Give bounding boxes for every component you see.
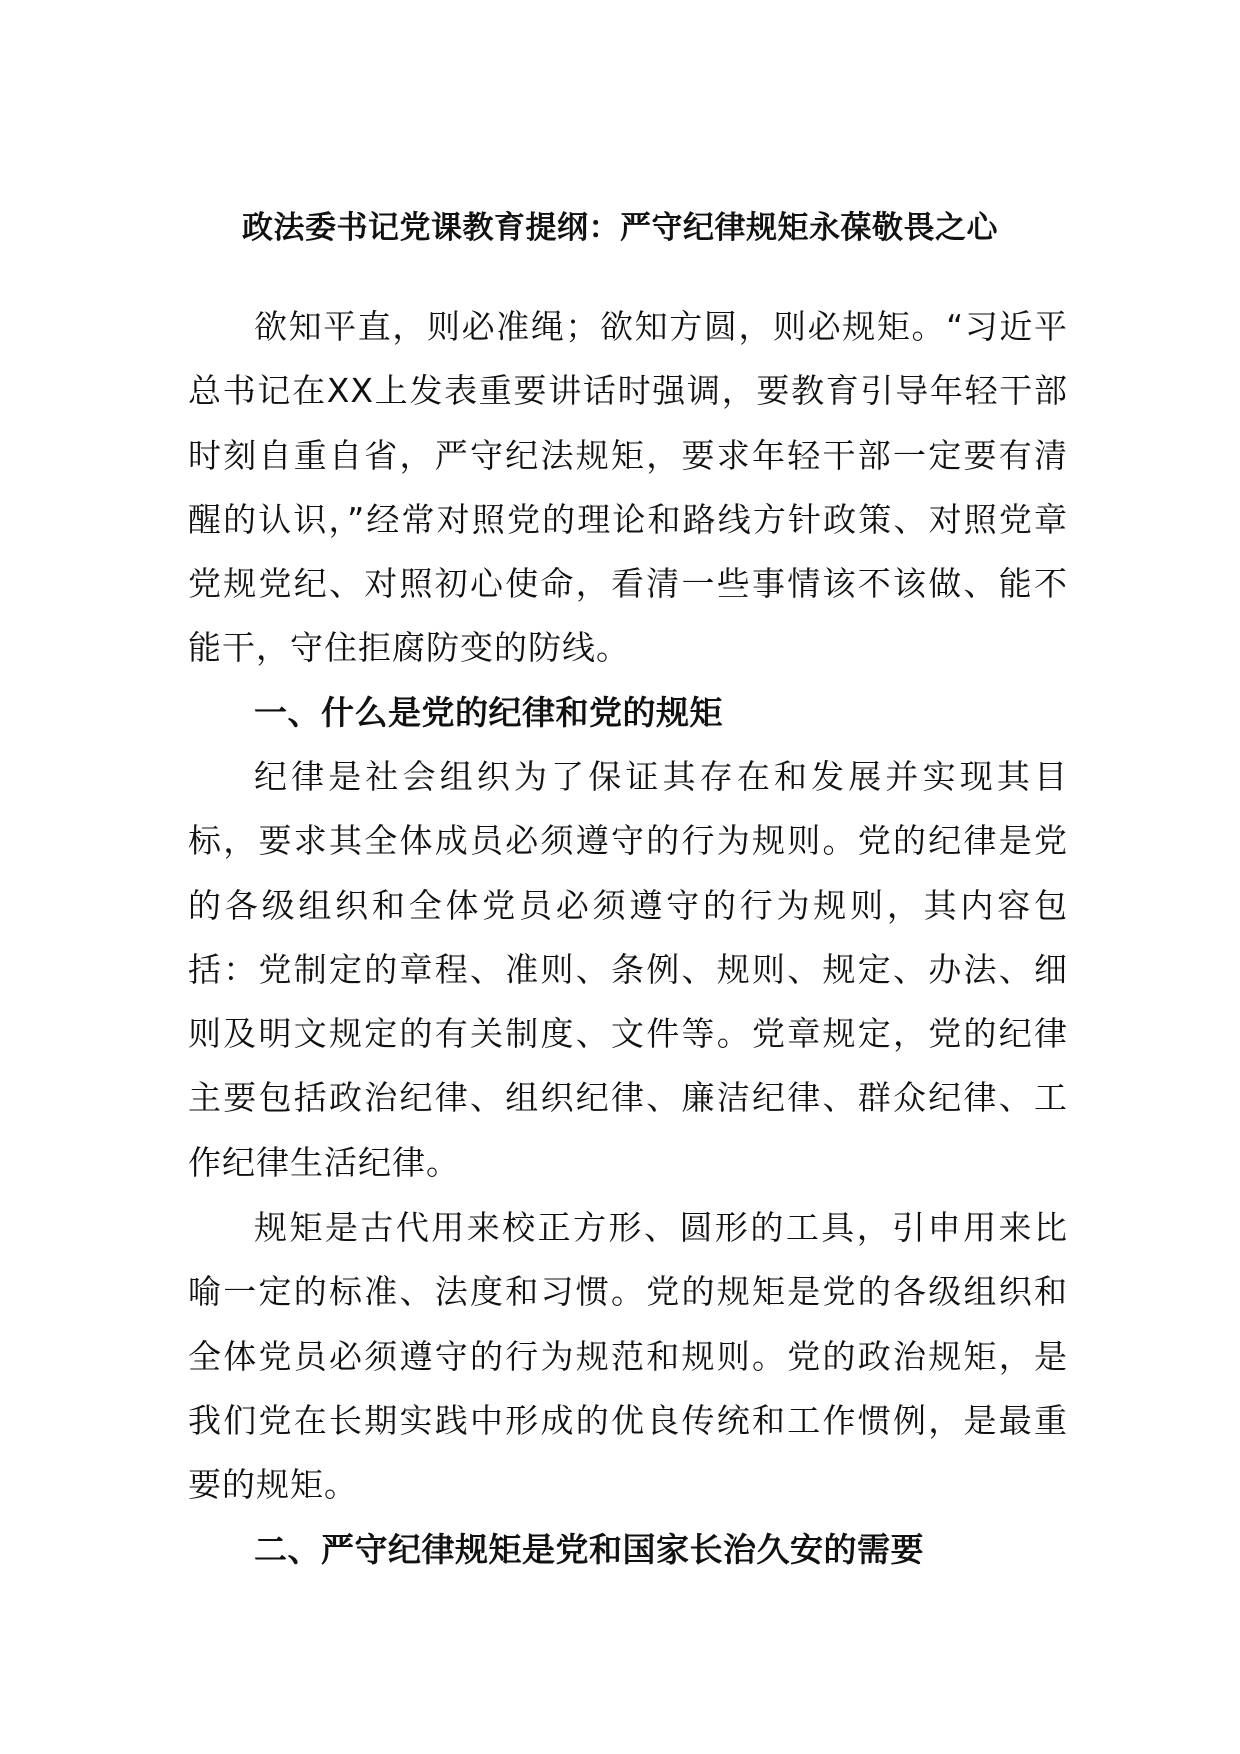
- section-heading-1: 一、什么是党的纪律和党的规矩: [254, 693, 723, 732]
- rules-definition-paragraph: 规矩是古代用来校正方形、圆形的工具，引申用来比喻一定的标准、法度和习惯。党的规矩是党的各级组织和全体党员必须遵守的行为规范和规则。党的政治规矩，是我们党在长期实践中形成的优良传统和工作惯例，是最重要的规矩。: [188, 1208, 1068, 1505]
- section-heading-2: 二、严守纪律规矩是党和国家长治久安的需要: [254, 1530, 924, 1569]
- discipline-definition-paragraph: 纪律是社会组织为了保证其存在和发展并实现其目标，要求其全体成员必须遵守的行为规则。党的纪律是党的各级组织和全体党员必须遵守的行为规则，其内容包括：党制定的章程、准则、条例、规则、规定、办法、细则及明文规定的有关制度、文件等。党章规定，党的纪律主要包括政治纪律、组织纪律、廉洁纪律、群众纪律、工作纪律生活纪律。: [188, 757, 1068, 1182]
- document-title: 政法委书记党课教育提纲：严守纪律规矩永葆敬畏之心: [242, 210, 998, 246]
- intro-paragraph: 欲知平直，则必准绳；欲知方圆，则必规矩。“习近平总书记在XX上发表重要讲话时强调，要教育引导年轻干部时刻自重自省，严守纪法规矩，要求年轻干部一定要有清醒的认识，”经常对照党的理论和路线方针政策、对照党章党规党纪、对照初心使命，看清一些事情该不该做、能不能干，守住拒腐防变的防线。: [188, 307, 1068, 668]
